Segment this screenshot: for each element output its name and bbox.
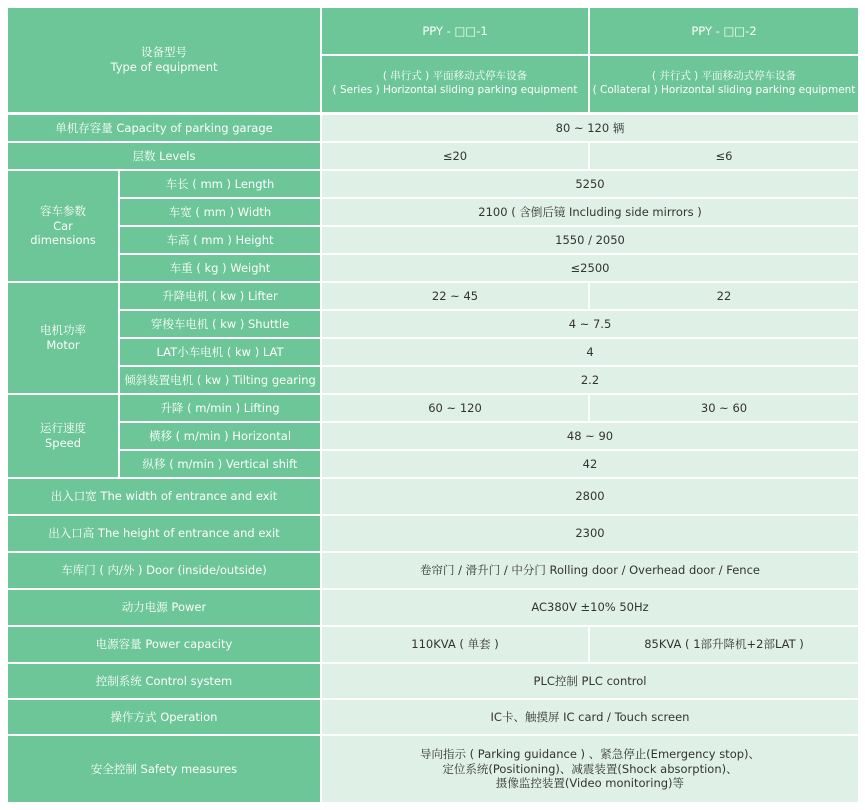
header-title: 设备型号 Type of equipment — [8, 8, 320, 112]
header-col2-type: ( 并行式 ) 平面移动式停车设备 ( Collateral ) Horizontal sliding parking equipment — [590, 56, 858, 112]
row-label-safety: 安全控制 Safety measures — [8, 736, 320, 802]
row-label-lat: LAT小车电机 ( kw ) LAT — [120, 339, 320, 365]
row-value-lifting-1: 60 ~ 120 — [322, 395, 588, 421]
row-value-vertical: 42 — [322, 451, 858, 477]
row-label-levels: 层数 Levels — [8, 143, 320, 169]
row-label-vertical: 纵移 ( m/min ) Vertical shift — [120, 451, 320, 477]
row-label-height: 车高 ( mm ) Height — [120, 227, 320, 253]
row-label-lifter: 升降电机 ( kw ) Lifter — [120, 283, 320, 309]
group-speed: 运行速度 Speed — [8, 395, 118, 477]
row-value-shuttle: 4 ~ 7.5 — [322, 311, 858, 337]
row-value-capacity: 80 ~ 120 辆 — [322, 115, 858, 141]
group-motor: 电机功率 Motor — [8, 283, 118, 393]
row-label-power: 动力电源 Power — [8, 590, 320, 625]
row-value-levels-1: ≤20 — [322, 143, 588, 169]
row-value-operation: IC卡、触摸屏 IC card / Touch screen — [322, 700, 858, 734]
row-label-shuttle: 穿梭车电机 ( kw ) Shuttle — [120, 311, 320, 337]
row-label-control: 控制系统 Control system — [8, 664, 320, 698]
row-label-tilting: 倾斜装置电机 ( kw ) Tilting gearing — [120, 367, 320, 393]
header-col1-model: PPY - □□-1 — [322, 8, 588, 54]
row-value-lat: 4 — [322, 339, 858, 365]
row-label-entrance-height: 出入口高 The height of entrance and exit — [8, 516, 320, 551]
row-value-power: AC380V ±10% 50Hz — [322, 590, 858, 625]
row-value-power-capacity-1: 110KVA ( 单套 ) — [322, 627, 588, 662]
row-value-height: 1550 / 2050 — [322, 227, 858, 253]
row-value-levels-2: ≤6 — [590, 143, 858, 169]
row-label-lifting: 升降 ( m/min ) Lifting — [120, 395, 320, 421]
row-label-entrance-width: 出入口宽 The width of entrance and exit — [8, 479, 320, 514]
row-value-safety: 导向指示 ( Parking guidance ) 、紧急停止(Emergency stop)、 定位系统(Positioning)、减震装置(Shock absorption)、 摄像监控装置(Video monitoring)等 — [322, 736, 858, 802]
row-value-length: 5250 — [322, 171, 858, 197]
row-label-horizontal: 横移 ( m/min ) Horizontal — [120, 423, 320, 449]
row-value-lifting-2: 30 ~ 60 — [590, 395, 858, 421]
row-value-entrance-height: 2300 — [322, 516, 858, 551]
row-value-weight: ≤2500 — [322, 255, 858, 281]
row-value-door: 卷帘门 / 滑升门 / 中分门 Rolling door / Overhead door / Fence — [322, 553, 858, 588]
row-value-tilting: 2.2 — [322, 367, 858, 393]
row-value-lifter-1: 22 ~ 45 — [322, 283, 588, 309]
row-label-capacity: 单机存容量 Capacity of parking garage — [8, 115, 320, 141]
row-label-power-capacity: 电源容量 Power capacity — [8, 627, 320, 662]
row-value-control: PLC控制 PLC control — [322, 664, 858, 698]
row-label-weight: 车重 ( kg ) Weight — [120, 255, 320, 281]
row-label-width: 车宽 ( mm ) Width — [120, 199, 320, 225]
row-label-length: 车长 ( mm ) Length — [120, 171, 320, 197]
row-label-operation: 操作方式 Operation — [8, 700, 320, 734]
header-col1-type: ( 串行式 ) 平面移动式停车设备 ( Series ) Horizontal sliding parking equipment — [322, 56, 588, 112]
row-value-horizontal: 48 ~ 90 — [322, 423, 858, 449]
row-value-entrance-width: 2800 — [322, 479, 858, 514]
row-value-power-capacity-2: 85KVA ( 1部升降机+2部LAT ) — [590, 627, 858, 662]
header-col2-model: PPY - □□-2 — [590, 8, 858, 54]
row-value-width: 2100 ( 含倒后镜 Including side mirrors ) — [322, 199, 858, 225]
row-label-door: 车库门 ( 内/外 ) Door (inside/outside) — [8, 553, 320, 588]
row-value-lifter-2: 22 — [590, 283, 858, 309]
group-car-dimensions: 容车参数 Car dimensions — [8, 171, 118, 281]
